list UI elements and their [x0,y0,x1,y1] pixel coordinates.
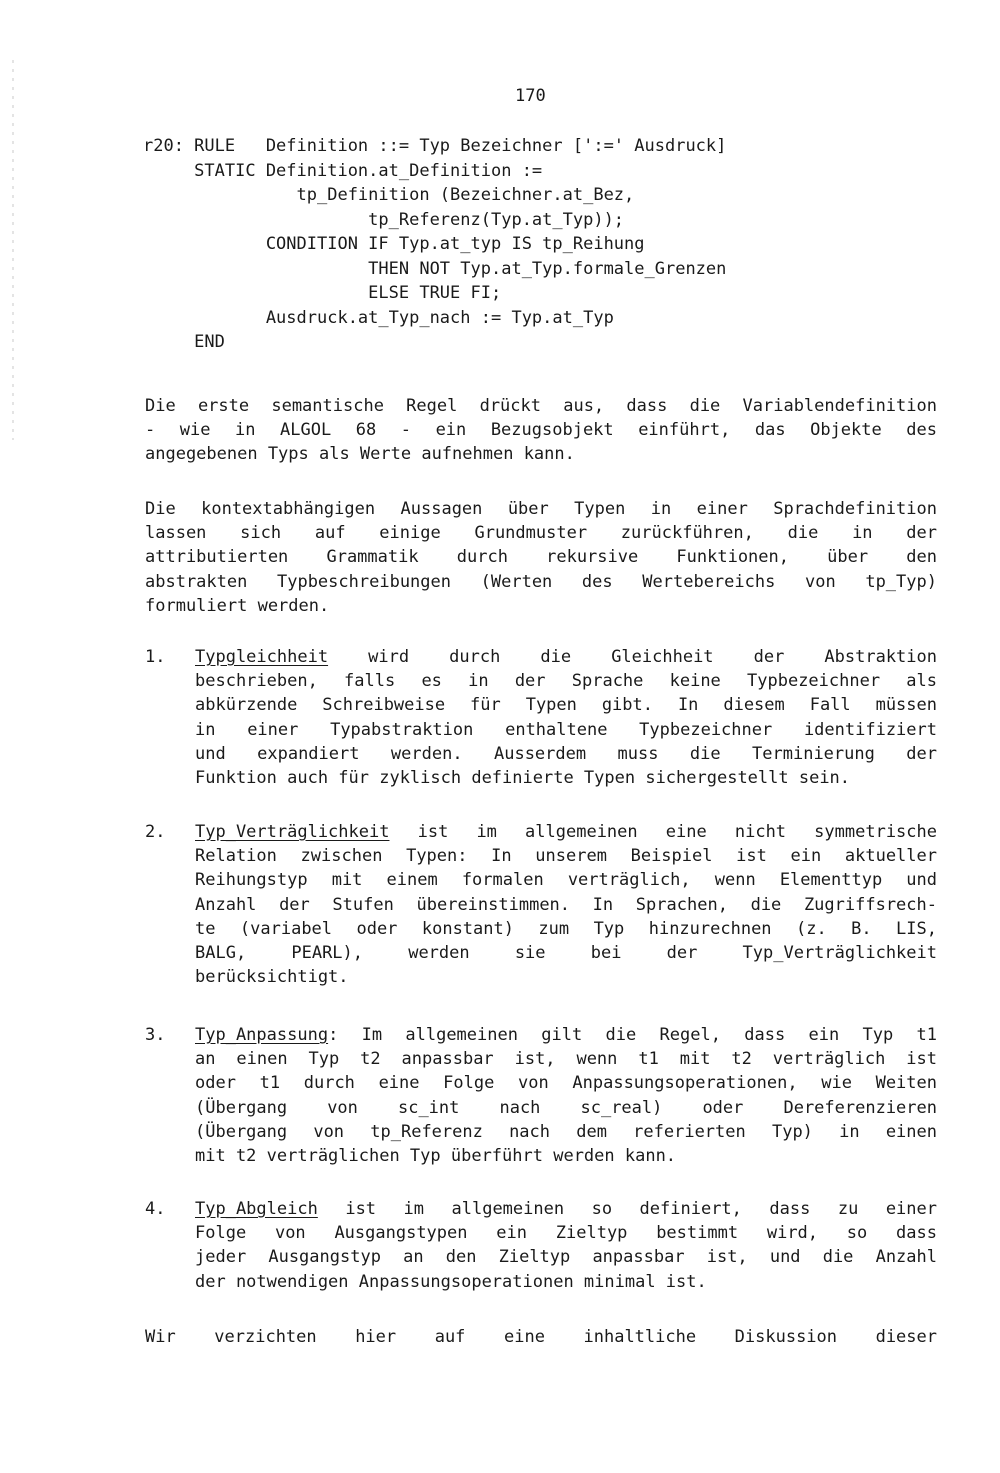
text-line: in einer Typabstraktion enthaltene Typbezeichner identifiziert [195,719,937,740]
text-line: attributierten Grammatik durch rekursive Funktionen, über den [145,547,937,568]
code-line: ELSE TRUE FI; [143,283,502,303]
text-fragment: ist im allgemeinen eine nicht symmetrische [389,822,937,842]
code-line: STATIC Definition.at_Definition := [143,160,543,181]
text-line: Die erste semantische Regel drückt aus, dass die Variablendefinition [145,396,937,416]
code-line: tp_Definition (Bezeichner.at_Bez, [143,185,635,205]
text-line: lassen sich auf einige Grundmuster zurückführen, die in der [145,523,937,544]
text-line: mit t2 verträglichen Typ überführt werden kann. [195,1146,677,1167]
code-line: tp_Referenz(Typ.at_Typ)); [143,209,625,230]
paragraph-context-dependent [145,497,937,618]
list-item-body [195,820,937,989]
list-number: 4. [145,1199,166,1219]
paragraph-closing [145,1325,937,1349]
text-line: angegebenen Typs als Werte aufnehmen kann. [145,444,575,465]
text-line: beschrieben, falls es in der Sprache keine Typbezeichner als [195,671,937,692]
text-line: und expandiert werden. Ausserdem muss die Terminierung der [195,743,937,764]
code-line: CONDITION IF Typ.at_typ IS tp_Reihung [143,234,645,254]
text-line: der notwendigen Anpassungsoperationen minimal ist. [195,1271,707,1292]
text-line: Relation zwischen Typen: In unserem Beispiel ist ein aktueller [195,846,937,867]
text-line: formuliert werden. [145,595,330,616]
page-number: 170 [515,86,546,106]
scan-artifact [12,60,14,440]
list-item-body [195,1197,937,1294]
paragraph-semantic-rule [145,394,937,467]
list-number: 2. [145,822,166,842]
term-typgleichheit: Typgleichheit [195,647,329,667]
text-line: Funktion auch für zyklisch definierte Typen sichergestellt sein. [195,768,851,789]
term-typ-anpassung: Typ_Anpassung [195,1025,329,1045]
text-fragment: wird durch die Gleichheit der Abstraktion [328,647,937,667]
rule-definition-code [143,134,726,355]
text-line: (Übergang von tp_Referenz nach dem referierten Typ) in einen [195,1121,937,1142]
text-line: Anzahl der Stufen übereinstimmen. In Sprachen, die Zugriffsrech- [195,894,937,915]
text-fragment: : Im allgemeinen gilt die Regel, dass ein Typ t1 [328,1025,937,1045]
text-line: Folge von Ausgangstypen ein Zieltyp bestimmt wird, so dass [195,1223,937,1244]
text-line: jeder Ausgangstyp an den Zieltyp anpassbar ist, und die Anzahl [195,1247,937,1268]
text-fragment: ist im allgemeinen so definiert, dass zu einer [317,1199,937,1219]
text-line: Wir verzichten hier auf eine inhaltliche Diskussion dieser [145,1327,937,1347]
list-number: 1. [145,647,166,667]
code-line: Ausdruck.at_Typ_nach := Typ.at_Typ [143,307,614,328]
text-line: an einen Typ t2 anpassbar ist, wenn t1 mit t2 verträglich ist [195,1049,937,1070]
text-line: Reihungstyp mit einem formalen verträglich, wenn Elementtyp und [195,870,937,891]
text-line: (Übergang von sc_int nach sc_real) oder Dereferenzieren [195,1097,937,1118]
text-line: Die kontextabhängigen Aussagen über Typen in einer Sprachdefinition [145,499,937,519]
text-line: - wie in ALGOL 68 - ein Bezugsobjekt einführt, das Objekte des [145,420,937,441]
term-typ-abgleich: Typ_Abgleich [195,1199,318,1219]
code-line: END [143,332,225,352]
code-line: r20: RULE Definition ::= Typ Bezeichner [':=' Ausdruck] [143,136,727,156]
text-line: abstrakten Typbeschreibungen (Werten des Wertebereichs von tp_Typ) [145,571,937,592]
term-typ-vertraeglichkeit: Typ_Verträglichkeit [195,822,390,842]
text-line: berücksichtigt. [195,967,349,988]
text-line: oder t1 durch eine Folge von Anpassungsoperationen, wie Weiten [195,1073,937,1094]
text-line: te (variabel oder konstant) zum Typ hinzurechnen (z. B. LIS, [195,918,937,939]
code-line: THEN NOT Typ.at_Typ.formale_Grenzen [143,258,727,279]
text-line: abkürzende Schreibweise für Typen gibt. In diesem Fall müssen [195,695,937,716]
list-item-body [195,1023,937,1168]
list-number: 3. [145,1025,166,1045]
text-line: BALG, PEARL), werden sie bei der Typ_Verträglichkeit [195,943,937,964]
list-item-body [195,645,937,790]
